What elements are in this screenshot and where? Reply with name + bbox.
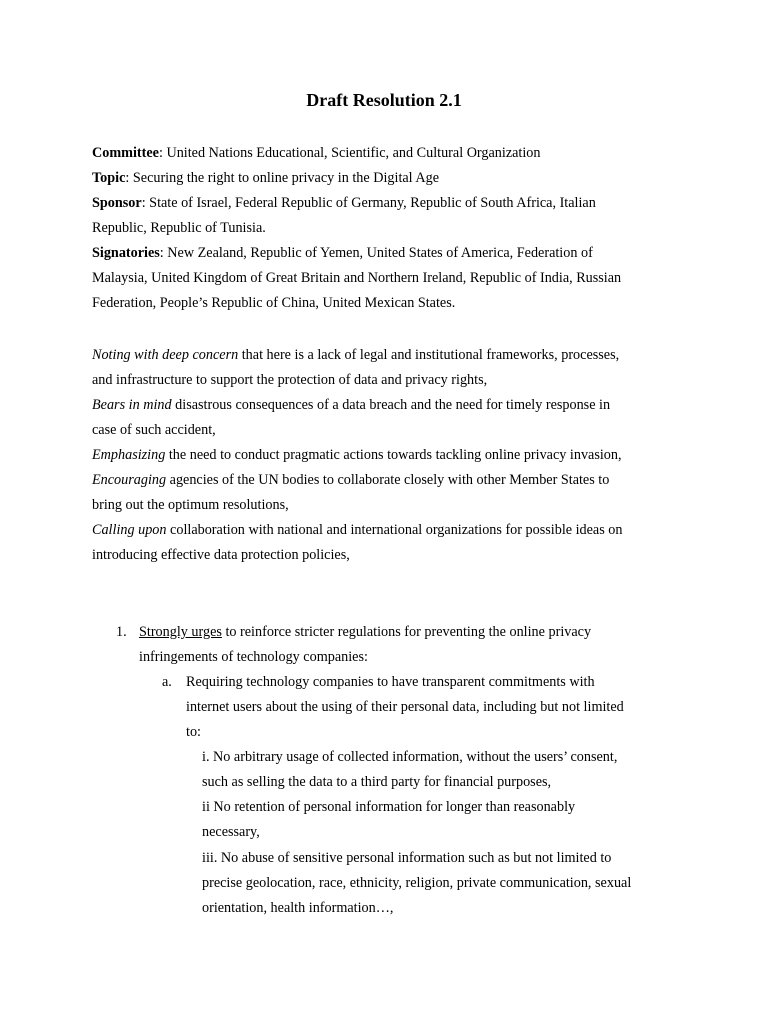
preamble-text-4: agencies of the UN bodies to collaborate closely with other Member States to: [166, 472, 610, 488]
preamble-clause-4-cont: bring out the optimum resolutions,: [92, 497, 289, 513]
signatories-line-2: Malaysia, United Kingdom of Great Britain and Northern Ireland, Republic of India, Russian: [92, 270, 622, 286]
operative-phrase-1: Strongly urges: [139, 624, 222, 640]
signatories-label: Signatories: [92, 245, 160, 261]
item-i-line-2: such as selling the data to a third party for financial purposes,: [202, 774, 552, 790]
signatories-line: [92, 244, 593, 262]
subclause-a-line-3: to:: [186, 724, 201, 740]
operative-clause-1-cont: infringements of technology companies:: [139, 649, 368, 665]
item-ii-line-2: necessary,: [202, 824, 260, 840]
preamble-clause-2-cont: case of such accident,: [92, 422, 216, 438]
item-iii-line-3: orientation, health information…,: [202, 900, 394, 916]
item-iii-line-2: precise geolocation, race, ethnicity, religion, private communication, sexual: [202, 875, 632, 891]
sponsor-value: : State of Israel, Federal Republic of Germany, Republic of South Africa, Italian: [141, 195, 596, 211]
preamble-clause-4: [92, 471, 609, 489]
preamble-phrase-5: Calling upon: [92, 522, 167, 538]
sponsor-line: [92, 194, 596, 212]
sponsor-label: Sponsor: [92, 195, 142, 211]
item-i-line-1: i. No arbitrary usage of collected information, without the users’ consent,: [202, 749, 618, 765]
preamble-text-1: that here is a lack of legal and institutional frameworks, processes,: [238, 347, 620, 363]
preamble-clause-1: [92, 346, 619, 364]
topic-line: [92, 169, 439, 187]
preamble-clause-5: [92, 521, 623, 539]
preamble-phrase-1: Noting with deep concern: [92, 347, 239, 363]
preamble-phrase-3: Emphasizing: [92, 447, 166, 463]
committee-value: : United Nations Educational, Scientific, and Cultural Organization: [158, 145, 541, 161]
subclause-a-marker: a.: [162, 674, 172, 690]
page-title: Draft Resolution 2.1: [306, 90, 462, 110]
operative-clause-1-number: 1.: [116, 624, 127, 640]
committee-line: [92, 144, 541, 162]
preamble-text-5: collaboration with national and international organizations for possible ideas on: [166, 522, 623, 538]
signatories-value: : New Zealand, Republic of Yemen, United States of America, Federation of: [159, 245, 593, 261]
preamble-clause-1-cont: and infrastructure to support the protection of data and privacy rights,: [92, 372, 488, 388]
subclause-a-line-2: internet users about the using of their personal data, including but not limited: [186, 699, 624, 715]
preamble-phrase-4: Encouraging: [92, 472, 167, 488]
preamble-clause-5-cont: introducing effective data protection policies,: [92, 547, 350, 563]
topic-label: Topic: [92, 170, 126, 186]
subclause-a-line-1: Requiring technology companies to have transparent commitments with: [186, 674, 595, 690]
operative-clause-1: [139, 623, 591, 641]
item-iii-line-1: iii. No abuse of sensitive personal information such as but not limited to: [202, 850, 612, 866]
signatories-line-3: Federation, People’s Republic of China, United Mexican States.: [92, 295, 456, 311]
preamble-phrase-2: Bears in mind: [92, 397, 172, 413]
preamble-text-3: the need to conduct pragmatic actions towards tackling online privacy invasion,: [165, 447, 622, 463]
preamble-clause-3: [92, 446, 622, 464]
topic-value: : Securing the right to online privacy in the Digital Age: [125, 170, 440, 186]
committee-label: Committee: [92, 145, 159, 161]
operative-text-1: to reinforce stricter regulations for preventing the online privacy: [221, 624, 592, 640]
preamble-text-2: disastrous consequences of a data breach and the need for timely response in: [171, 397, 611, 413]
sponsor-line-2: Republic, Republic of Tunisia.: [92, 220, 266, 236]
preamble-clause-2: [92, 396, 610, 414]
item-ii-line-1: ii No retention of personal information for longer than reasonably: [202, 799, 576, 815]
